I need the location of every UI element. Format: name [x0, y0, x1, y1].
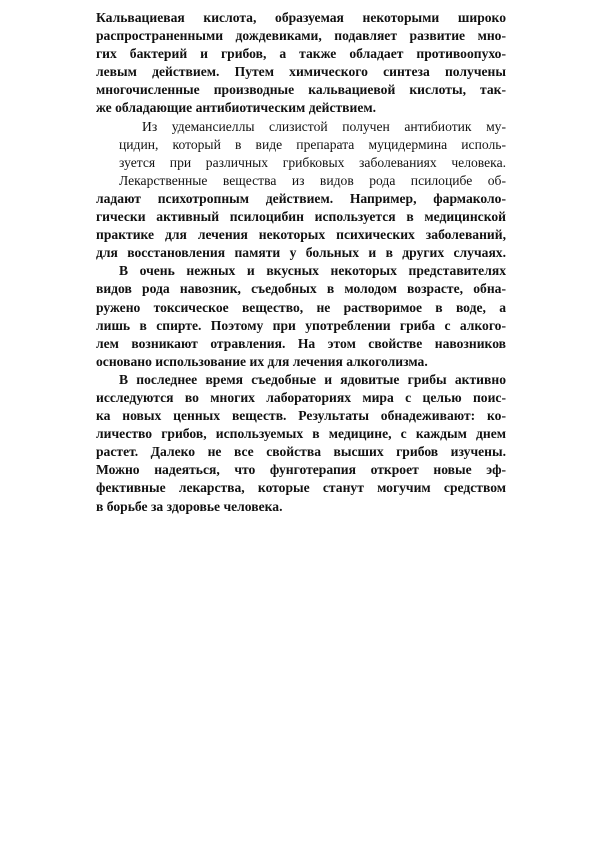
paragraph-3 — [96, 172, 506, 262]
paragraph-1 — [96, 9, 506, 118]
text-line: ружено токсическое вещество, не растворимое в воде, а — [96, 299, 506, 315]
text-line: исследуются во многих лабораториях мира с целью поис- — [96, 389, 506, 405]
text-line: же обладающие антибиотическим действием. — [96, 100, 377, 116]
paragraph-4 — [96, 262, 506, 371]
text-line: ка новых ценных веществ. Результаты обнадеживают: ко- — [96, 408, 506, 424]
text-line: В последнее время съедобные и ядовитые грибы активно — [119, 371, 506, 387]
text-line: гически активный псилоцибин используется в медицинской — [96, 209, 506, 225]
text-line: ладают психотропным действием. Например, фармаколо- — [96, 190, 506, 206]
body-text — [96, 9, 506, 516]
text-line: Лекарственные вещества из видов рода псилоцибе об- — [119, 172, 506, 188]
paragraph-5 — [96, 371, 506, 516]
text-line: гих бактерий и грибов, а также обладает противоопухо- — [96, 46, 506, 62]
text-line: Кальвациевая кислота, образуемая некоторыми широко — [96, 10, 506, 25]
text-line: основано использование их для лечения алкоголизма. — [96, 353, 428, 369]
text-line: растет. Далеко не все свойства высших грибов изучены. — [96, 444, 506, 460]
text-line: видов рода навозник, съедобных в молодом возрасте, обна- — [96, 281, 506, 297]
text-line: для восстановления памяти у больных и в других случаях. — [96, 245, 506, 261]
text-line: Можно надеяться, что фунготерапия откроет новые эф- — [96, 462, 506, 478]
text-line: лем возникают отравления. На этом свойстве навозников — [96, 335, 506, 351]
text-line: лишь в спирте. Поэтому при употреблении гриба с алкого- — [96, 317, 506, 333]
text-line: фективные лекарства, которые станут могучим средством — [96, 480, 506, 496]
paragraph-2 — [96, 118, 506, 172]
text-line: левым действием. Путем химического синтеза получены — [96, 64, 506, 80]
text-line: распространенными дождевиками, подавляет развитие мно- — [96, 28, 506, 44]
text-line: практике для лечения некоторых психических заболеваний, — [96, 227, 506, 243]
text-line: личество грибов, используемых в медицине, с каждым днем — [96, 426, 506, 442]
text-line: В очень нежных и вкусных некоторых представителях — [119, 263, 506, 279]
text-line: Из удемансиеллы слизистой получен антибиотик му- — [142, 118, 506, 134]
text-line: цидин, который в виде препарата муцидермина исполь- — [119, 136, 506, 152]
text-line: в борьбе за здоровье человека. — [96, 498, 283, 514]
text-line: зуется при различных грибковых заболеваниях человека. — [119, 154, 506, 170]
text-line: многочисленные производные кальвациевой кислоты, так- — [96, 82, 506, 98]
